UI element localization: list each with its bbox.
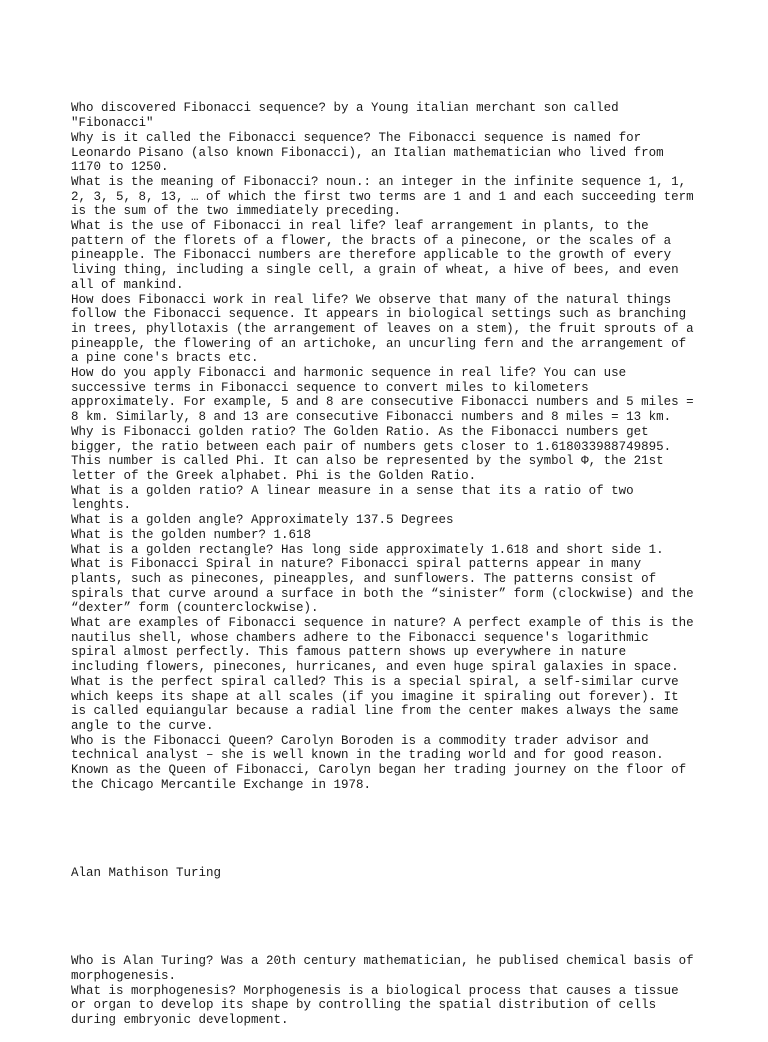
text-line: nautilus shell, whose chambers adhere to the Fibonacci sequence's logarithmic — [71, 630, 649, 645]
text-line: What is morphogenesis? Morphogenesis is a biological process that causes a tissue — [71, 983, 679, 998]
text-line: follow the Fibonacci sequence. It appears in biological settings such as branching — [71, 307, 687, 322]
text-line: “dexter” form (counterclockwise). — [71, 601, 319, 616]
text-line: living thing, including a single cell, a grain of wheat, a hive of bees, and even — [71, 263, 679, 278]
text-line: pineapple, the flowering of an artichoke, an uncurling fern and the arrangement of — [71, 336, 687, 351]
text-line: Who is the Fibonacci Queen? Carolyn Boroden is a commodity trader advisor and — [71, 733, 649, 748]
text-line: is called equiangular because a radial line from the center makes always the same — [71, 704, 679, 719]
text-line: approximately. For example, 5 and 8 are consecutive Fibonacci numbers and 5 miles = — [71, 395, 694, 410]
text-line: How do you apply Fibonacci and harmonic sequence in real life? You can use — [71, 366, 627, 381]
section-heading: Alan Mathison Turing — [71, 865, 222, 880]
turing-qa-section — [71, 954, 711, 1028]
text-line: angle to the curve. — [71, 718, 214, 733]
text-line: What are examples of Fibonacci sequence in nature? A perfect example of this is the — [71, 616, 694, 631]
text-line: "Fibonacci" — [71, 116, 154, 131]
text-line: technical analyst – she is well known in the trading world and for good reason. — [71, 748, 664, 763]
text-line: What is a golden rectangle? Has long side approximately 1.618 and short side 1. — [71, 542, 664, 557]
text-line: spirals that curve around a surface in both the “sinister” form (clockwise) and the — [71, 586, 694, 601]
text-line: What is the golden number? 1.618 — [71, 527, 312, 542]
text-line: 1170 to 1250. — [71, 160, 169, 175]
text-line: lenghts. — [71, 498, 132, 513]
text-line: letter of the Greek alphabet. Phi is the Golden Ratio. — [71, 468, 477, 483]
text-line: What is Fibonacci Spiral in nature? Fibonacci spiral patterns appear in many — [71, 557, 642, 572]
text-line: including flowers, pinecones, hurricanes, and even huge spiral galaxies in space. — [71, 660, 679, 675]
text-line: Why is Fibonacci golden ratio? The Golden Ratio. As the Fibonacci numbers get — [71, 424, 649, 439]
text-line: What is the meaning of Fibonacci? noun.: an integer in the infinite sequence 1, 1, — [71, 174, 687, 189]
text-line: What is a golden ratio? A linear measure in a sense that its a ratio of two — [71, 483, 634, 498]
text-line: which keeps its shape at all scales (if you imagine it spiraling out forever). It — [71, 689, 679, 704]
text-line: Who discovered Fibonacci sequence? by a Young italian merchant son called — [71, 101, 619, 116]
text-line: Known as the Queen of Fibonacci, Carolyn began her trading journey on the floor of — [71, 763, 687, 778]
text-line: all of mankind. — [71, 277, 184, 292]
text-line: What is the perfect spiral called? This is a special spiral, a self-similar curve — [71, 674, 679, 689]
text-line: 8 km. Similarly, 8 and 13 are consecutive Fibonacci numbers and 8 miles = 13 km. — [71, 410, 672, 425]
text-line: in trees, phyllotaxis (the arrangement of leaves on a stem), the fruit sprouts of a — [71, 321, 694, 336]
text-line: plants, such as pinecones, pineapples, and sunflowers. The patterns consist of — [71, 571, 657, 586]
blank-line — [71, 910, 711, 925]
text-line: Why is it called the Fibonacci sequence? The Fibonacci sequence is named for — [71, 130, 642, 145]
text-line: during embryonic development. — [71, 1012, 289, 1027]
text-line: How does Fibonacci work in real life? We observe that many of the natural things — [71, 292, 672, 307]
text-line: bigger, the ratio between each pair of numbers gets closer to 1.618033988749895. — [71, 439, 672, 454]
text-line: morphogenesis. — [71, 968, 177, 983]
document-page — [71, 72, 711, 1042]
text-line: is the sum of the two immediately preceding. — [71, 204, 402, 219]
text-line: What is a golden angle? Approximately 137.5 Degrees — [71, 513, 454, 528]
text-line: or organ to develop its shape by controlling the spatial distribution of cells — [71, 998, 657, 1013]
text-line: This number is called Phi. It can also be represented by the symbol Φ, the 21st — [71, 454, 664, 469]
text-line: spiral almost perfectly. This famous pattern shows up everywhere in nature — [71, 645, 627, 660]
text-line: pattern of the florets of a flower, the bracts of a pinecone, or the scales of a — [71, 233, 672, 248]
text-line: a pine cone's bracts etc. — [71, 351, 259, 366]
text-line: What is the use of Fibonacci in real life? leaf arrangement in plants, to the — [71, 219, 649, 234]
text-line: pineapple. The Fibonacci numbers are therefore applicable to the growth of every — [71, 248, 672, 263]
text-line: Who is Alan Turing? Was a 20th century mathematician, he publised chemical basis of — [71, 954, 694, 969]
fibonacci-qa-section — [71, 101, 711, 792]
text-line: Leonardo Pisano (also known Fibonacci), an Italian mathematician who lived from — [71, 145, 664, 160]
text-line: successive terms in Fibonacci sequence to convert miles to kilometers — [71, 380, 589, 395]
text-line: 2, 3, 5, 8, 13, … of which the first two terms are 1 and 1 and each succeeding term — [71, 189, 694, 204]
text-line: the Chicago Mercantile Exchange in 1978. — [71, 777, 372, 792]
blank-line — [71, 822, 711, 837]
